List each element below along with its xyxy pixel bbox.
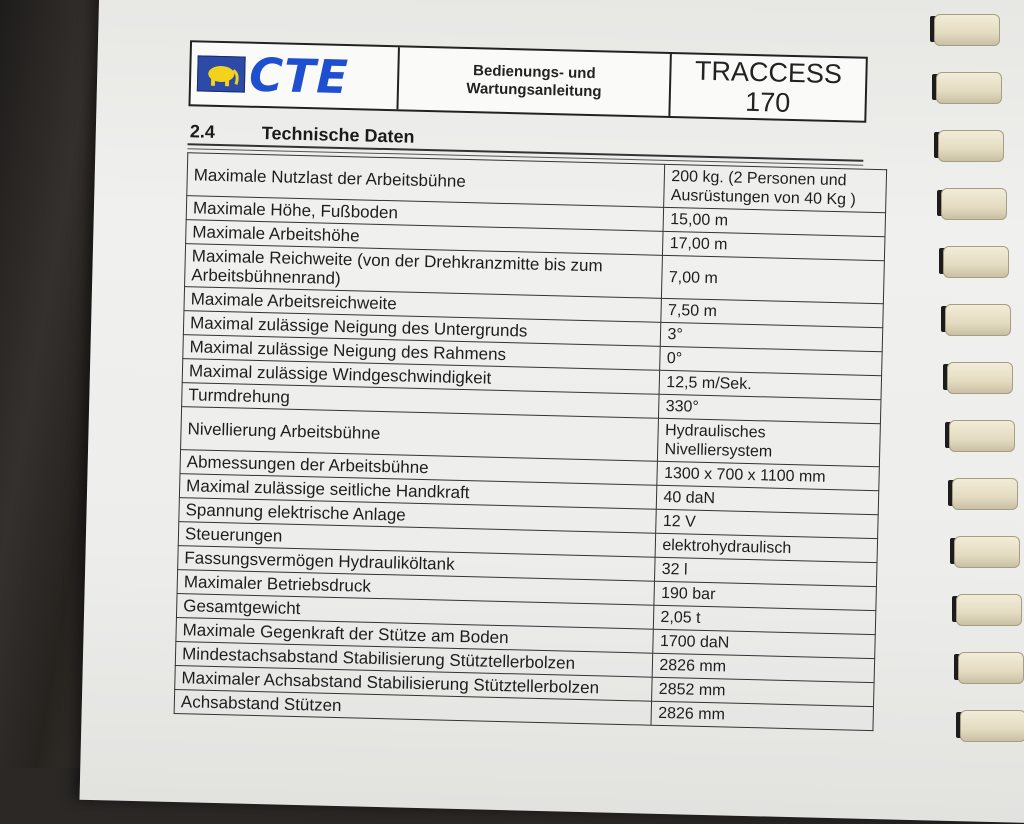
specs-table xyxy=(174,152,888,731)
spec-label: Maximaler Betriebsdruck xyxy=(177,570,655,606)
spiral-binding xyxy=(924,0,1024,768)
section-number: 2.4 xyxy=(189,121,216,142)
spec-label: Maximale Reichweite (von der Drehkranzmitte bis zum Arbeitsbühnenrand) xyxy=(185,244,663,299)
spec-value xyxy=(664,164,887,212)
document-title xyxy=(398,47,671,116)
spec-value-line: 190 bar xyxy=(660,584,716,604)
spec-value xyxy=(662,255,885,303)
spec-label: Mindestachsabstand Stabilisierung Stütztellerbolzen xyxy=(175,642,653,678)
spec-value-line: 1300 x 700 x 1100 mm xyxy=(663,464,826,486)
page-header xyxy=(188,40,867,123)
brand-name: CTE xyxy=(248,47,350,105)
spec-value-line: Ausrüstungen von 40 Kg ) xyxy=(670,187,857,209)
manual-page xyxy=(79,0,1024,824)
spec-label: Maximal zulässige Neigung des Rahmens xyxy=(183,335,661,371)
spec-label: Gesamtgewicht xyxy=(176,594,654,630)
spec-value-line: Hydraulisches xyxy=(664,421,766,442)
spec-value-line: 40 daN xyxy=(663,488,716,508)
spec-label: Maximale Arbeitsreichweite xyxy=(184,287,662,323)
spec-label: Maximale Nutzlast der Arbeitsbühne xyxy=(187,153,665,208)
title-line-1: Bedienungs- und xyxy=(472,62,596,83)
spec-label: Nivellierung Arbeitsbühne xyxy=(181,407,659,462)
binding-ring xyxy=(943,246,1009,278)
spec-value-line: 2826 mm xyxy=(659,656,727,676)
binding-ring xyxy=(952,478,1018,510)
elephant-logo-icon xyxy=(197,55,246,92)
binding-ring xyxy=(960,710,1024,742)
spec-value-line: 330° xyxy=(665,397,699,416)
spec-value-line: 0° xyxy=(666,349,683,368)
binding-ring xyxy=(934,14,1000,46)
binding-ring xyxy=(938,130,1004,162)
spec-label: Maximale Höhe, Fußboden xyxy=(186,196,664,232)
spec-value-line: 12,5 m/Sek. xyxy=(666,373,752,394)
spec-label: Maximaler Achsabstand Stabilisierung Stütztellerbolzen xyxy=(175,666,653,702)
binding-ring xyxy=(947,362,1013,394)
model-line-2: 170 xyxy=(744,86,791,118)
spec-label: Fassungsvermögen Hydrauliköltank xyxy=(178,546,656,582)
spec-label: Abmessungen der Arbeitsbühne xyxy=(180,450,658,486)
spec-value-line: 3° xyxy=(667,325,683,344)
spec-value-line: 32 l xyxy=(661,560,688,579)
binding-ring xyxy=(949,420,1015,452)
spec-value-line: elektrohydraulisch xyxy=(662,536,792,558)
spec-label: Turmdrehung xyxy=(182,383,660,419)
spec-value-line: 200 kg. (2 Personen und xyxy=(671,168,847,190)
spec-value-line: Nivelliersystem xyxy=(664,440,773,461)
title-line-2: Wartungsanleitung xyxy=(466,79,602,101)
brand-logo xyxy=(191,42,400,109)
spec-value xyxy=(651,701,873,730)
spec-value-line: 7,00 m xyxy=(668,268,718,287)
binding-ring xyxy=(941,188,1007,220)
spec-label: Maximale Gegenkraft der Stütze am Boden xyxy=(176,618,654,654)
binding-ring xyxy=(956,594,1022,626)
spec-label: Achsabstand Stützen xyxy=(174,690,652,726)
binding-ring xyxy=(954,536,1020,568)
spec-value-line: 2826 mm xyxy=(657,704,726,724)
spec-label: Maximal zulässige Windgeschwindigkeit xyxy=(182,359,660,395)
spec-label: Spannung elektrische Anlage xyxy=(179,498,657,534)
spec-label: Maximale Arbeitshöhe xyxy=(186,220,664,256)
spec-label: Maximal zulässige seitliche Handkraft xyxy=(179,474,657,510)
binding-ring xyxy=(945,304,1011,336)
spec-label: Maximal zulässige Neigung des Untergrunds xyxy=(183,311,661,347)
model-line-1: TRACCESS xyxy=(694,55,843,90)
spec-value-line: 17,00 m xyxy=(669,235,728,254)
spec-value xyxy=(658,418,881,466)
spec-value-line: 2,05 t xyxy=(660,608,701,627)
spec-value-line: 2852 mm xyxy=(658,680,726,700)
spec-value-line: 15,00 m xyxy=(670,211,729,230)
section-title: Technische Daten xyxy=(261,123,415,147)
spec-value-line: 1700 daN xyxy=(659,632,730,652)
spec-label: Steuerungen xyxy=(178,522,656,558)
binding-ring xyxy=(958,652,1024,684)
binding-ring xyxy=(936,72,1002,104)
spec-value-line: 7,50 m xyxy=(667,301,718,321)
model-name xyxy=(670,54,865,121)
spec-value-line: 12 V xyxy=(662,512,697,531)
